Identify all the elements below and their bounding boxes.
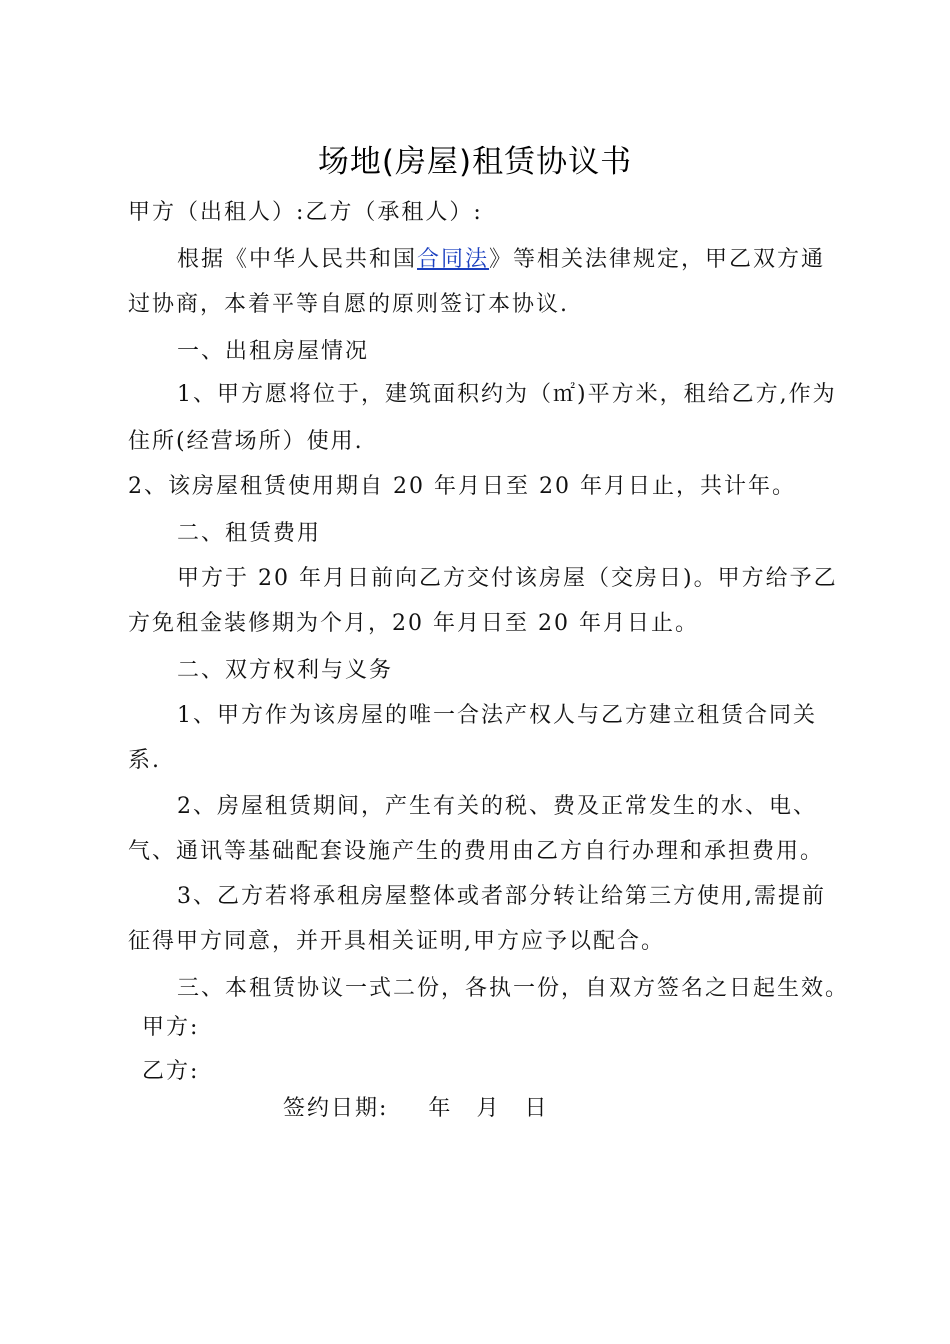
section-3-item-3-line-2: 征得甲方同意，并开具相关证明,甲方应予以配合。	[128, 929, 665, 954]
section-3-item-1-line-1: 1、甲方作为该房屋的唯一合法产权人与乙方建立租赁合同关	[177, 703, 817, 728]
section-4-text: 三、本租赁协议一式二份，各执一份，自双方签名之日起生效。	[177, 976, 850, 1001]
sign-date-day: 日	[524, 1096, 549, 1121]
signature-party-b: 乙方:	[142, 1059, 200, 1084]
section-3-heading: 二、双方权利与义务	[177, 658, 394, 683]
sign-date-year: 年	[428, 1096, 453, 1121]
sign-date-month: 月	[476, 1096, 501, 1121]
signature-party-a: 甲方:	[142, 1015, 200, 1040]
sign-date-label: 签约日期:	[283, 1096, 389, 1121]
section-1-item-1-line-1: 1、甲方愿将位于，建筑面积约为（㎡)平方米，租给乙方,作为	[177, 382, 837, 407]
section-2-para-line-2: 方免租金装修期为个月，20 年月日至 20 年月日止。	[128, 611, 699, 636]
contract-law-link[interactable]: 合同法	[417, 247, 490, 272]
preamble-prefix: 根据《中华人民共和国	[177, 247, 418, 272]
preamble-line-1	[177, 245, 825, 275]
preamble-suffix: 》等相关法律规定，甲乙双方通	[489, 247, 826, 272]
section-1-heading: 一、出租房屋情况	[177, 339, 370, 364]
parties-line: 甲方（出租人）:乙方（承租人）:	[128, 200, 483, 225]
section-2-heading: 二、租赁费用	[177, 521, 322, 546]
sign-date-row	[283, 1094, 548, 1124]
section-3-item-2-line-2: 气、通讯等基础配套设施产生的费用由乙方自行办理和承担费用。	[128, 839, 825, 864]
section-3-item-3-line-1: 3、乙方若将承租房屋整体或者部分转让给第三方使用,需提前	[177, 884, 826, 909]
section-2-para-line-1: 甲方于 20 年月日前向乙方交付该房屋（交房日)。甲方给予乙	[177, 566, 838, 591]
section-3-item-1-line-2: 系.	[128, 748, 161, 773]
section-3-item-2-line-1: 2、房屋租赁期间，产生有关的税、费及正常发生的水、电、	[177, 794, 817, 819]
section-1-item-1-line-2: 住所(经营场所）使用.	[128, 429, 364, 454]
section-1-item-2: 2、该房屋租赁使用期自 20 年月日至 20 年月日止，共计年。	[128, 474, 796, 499]
preamble-line-2: 过协商，本着平等自愿的原则签订本协议.	[128, 292, 569, 317]
document-title: 场地(房屋)租赁协议书	[317, 144, 633, 180]
